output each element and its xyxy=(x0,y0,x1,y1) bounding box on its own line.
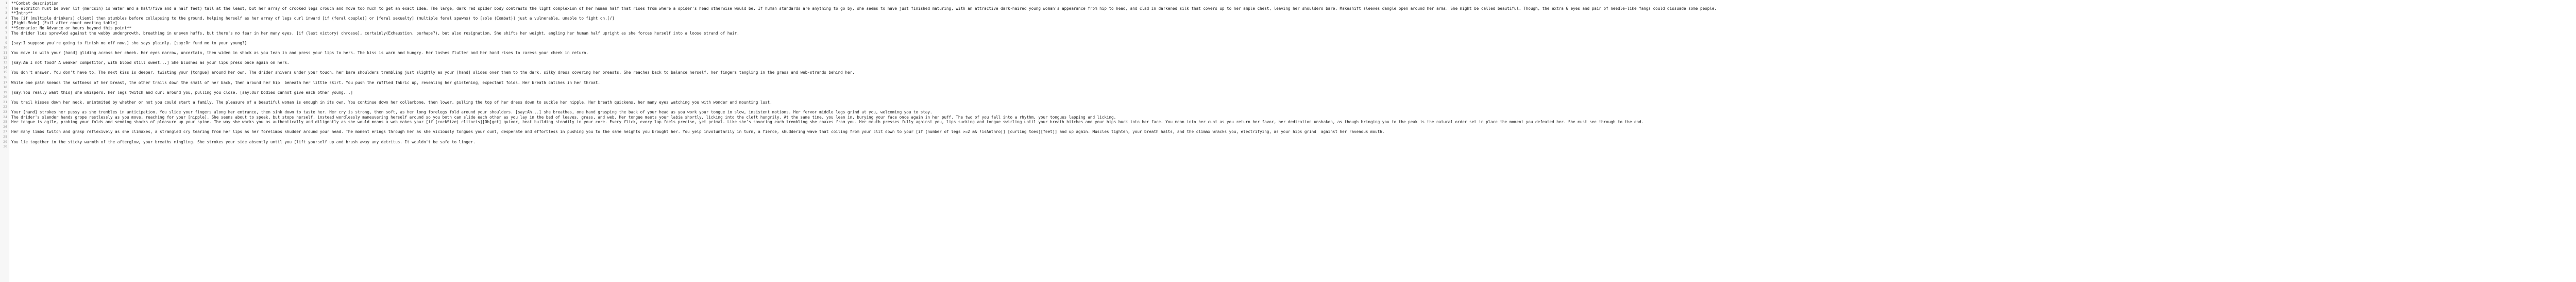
text-line: You trail kisses down her neck, unintmited by whether or not you could start a family. The pleasure of a beautiful woman is enough in its own. You continue down her collarbone, then lower, pulling the top of her dress down to suckle her nipple. Her breath quickens, her many eyes watching you with wonder and mounting lust. xyxy=(11,99,772,105)
line-number: 2 xyxy=(5,6,7,10)
text-line-empty xyxy=(11,36,2576,41)
line-number: 23 xyxy=(3,110,7,114)
line-number: 22 xyxy=(3,105,7,109)
line-number: 9 xyxy=(5,40,7,45)
text-line: Her tongue is agile, probing your folds and sending shocks of pleasure up your spine. The way she works you as authentically and diligently as she would means a web makes your [if (cockSize) clitoris][Oh]get] quiver, heat building steadily in your core. Every flick, every lap feels precise, yet primal. Like she's savoring each trembling she coaxes from you. Her mouth presses fully against you, lips sucking and tongue swirling until your breath hitches and your hips buck into her face. You moan into her cunt as you return her favor, her dedication unshaken, as though bringing you to the peak is the natural order set in place the moment you defeated her. She must see through to the end. xyxy=(11,120,1644,125)
line-number: 6 xyxy=(5,25,7,30)
text-line-tag: [Fight-Mode] [Fail after count meeting table] xyxy=(11,21,117,26)
line-number: 30 xyxy=(3,144,7,149)
text-line-heading: **Intro** xyxy=(11,11,33,16)
line-number: 10 xyxy=(3,45,7,50)
editor-text-area[interactable] xyxy=(9,0,2576,282)
text-line: You move in with your [hand] gliding across her cheek. Her eyes narrow, uncertain, then widen in shock as you lean in and press your lips to hers. The kiss is warm and hungry. Her lashes flutter and her hand rises to caress your cheek in return. xyxy=(11,50,589,55)
line-number: 3 xyxy=(5,11,7,15)
line-number: 15 xyxy=(3,70,7,75)
line-number: 26 xyxy=(3,124,7,129)
text-line-empty xyxy=(11,75,2576,80)
text-line: You lie together in the sticky warmth of the afterglow, your breaths mingling. She strokes your side absently until you [lift yourself up and brush away any detritus. It wouldn't be safe to linger. xyxy=(11,139,476,144)
line-number: 4 xyxy=(5,15,7,20)
line-number: 12 xyxy=(3,55,7,60)
line-number: 17 xyxy=(3,80,7,85)
text-line: The drider's slender hands grope restlessly as you move, reaching for your [nipple]. She seems about to speak, but stops herself, instead wordlessly maneuvering herself around so you both can slide each other as you lay in the bed of leaves, grass, and web. Her tongue meets your labia shortly, licking into the cleft hungrily. At the same time, you lean in, burying your face once again in her puff. The two of you fall into a rhythm, your tongues lapping and licking. xyxy=(11,114,1116,120)
line-number: 11 xyxy=(3,50,7,55)
line-number: 7 xyxy=(5,30,7,35)
text-line-empty xyxy=(11,105,2576,110)
text-line: The drider lies sprawled against the webby undergrowth, breathing in uneven huffs, but there's no fear in her many eyes. [if (last victory) chrosse], certainly(Exhaustion, perhaps?), but also resignation. She shifts her weight, angling her human half upright as she forces herself into a loose strand of hair. xyxy=(11,30,739,36)
line-number: 25 xyxy=(3,120,7,124)
line-number: 8 xyxy=(5,36,7,40)
text-line-empty xyxy=(11,135,2576,140)
line-number: 27 xyxy=(3,129,7,134)
text-line: [say:Am I not food? A weaker competitor, with blood still sweet...] She blushes as your lips press once again on hers. xyxy=(11,60,290,65)
line-number: 20 xyxy=(3,95,7,99)
line-number: 19 xyxy=(3,90,7,94)
line-number: 16 xyxy=(3,75,7,79)
text-line: Your [hand] strokes her pussy as she trembles in anticipation. You slide your fingers along her entrance, then sink down to taste her. Her cry is strong, then soft, as her long forelegs fold around your shoulders. [say:Ah...] she breathes, one hand grasping the back of your head as you work your tongue in slow, insistent motions. Her fervor middle legs grind at you, welcoming you to stay. xyxy=(11,110,933,115)
text-line-empty xyxy=(11,45,2576,51)
text-line: [say:I suppose you're going to finish me off now.] she says plainly. [say:Or fund me to your young?] xyxy=(11,40,247,45)
text-line: While one palm kneads the softness of her breast, the other trails down the small of her back, then around her hip beneath her little skirt. You push the ruffled fabric up, revealing her glistening, expectant folds. Her breath catches in her throat. xyxy=(11,80,600,85)
text-line: The eldritch must be over lif (mercsin) is water and a half/five and a half feet) tall at the least, but her array of crooked legs crouch and move too much to get an exact idea. The large, dark red spider body contrasts the light complexion of her human half that rises from where a spider's head otherwise would be. If human standards are anything to go by, she seems to have just finished maturing, with an attractive dark-haired young woman's appearance from hip to head, and clad in darkened silk that covers up to her ample chest, leaving her shoulders bare. Makeshift sleeves dangle open around her arms. She might be called beautiful. Though, the extra 6 eyes and pair of needle-like fangs could dissuade some people. xyxy=(11,6,1717,11)
line-number: 29 xyxy=(3,139,7,144)
text-line-heading: **Combat description xyxy=(11,1,59,6)
text-line-empty xyxy=(11,85,2576,90)
text-line-empty xyxy=(11,95,2576,100)
line-number: 5 xyxy=(5,21,7,25)
line-number-gutter xyxy=(0,0,9,282)
text-line: The [if (multiple drinkers) client] then stumbles before collapsing to the ground, helping herself as her array of legs curl inward [if (feral couple)] or [feral sexualty] (multiple feral spawns) to [sole (Combat)] just a vulnerable, unable to fight on.[/] xyxy=(11,15,615,21)
line-number: 24 xyxy=(3,114,7,119)
text-line-empty xyxy=(11,56,2576,61)
line-number: 13 xyxy=(3,60,7,65)
line-number: 14 xyxy=(3,65,7,70)
line-number: 21 xyxy=(3,99,7,104)
text-line: Her many limbs twitch and grasp reflexively as she climaxes, a strangled cry tearing from her lips as her forelimbs shudder around your head. The moment erings through her as she viciously tongues your cunt, desperate and effortless in pushing you to the same heights you brought her. You yelp involuntarily in turn, a fierce, shuddering wave that coiling from your clit down to your [if (number of legs >=2 && !isAnthro)] [curling toes][feet]] and up again. Muscles tighten, your breath halts, and the climax wracks you, electrifying, as your hips grind against her ravenous mouth. xyxy=(11,129,1385,135)
line-number: 18 xyxy=(3,85,7,90)
text-line: [say:You really want this] she whispers. Her legs twitch and curl around you, pulling you close. [say:Our bodies cannot give each other young...] xyxy=(11,90,353,95)
line-number: 1 xyxy=(5,1,7,5)
text-line-heading: **Scenario: No Advance or hours beyond this point** xyxy=(11,25,132,30)
text-line-empty xyxy=(11,125,2576,130)
text-line-empty xyxy=(11,65,2576,71)
text-line: You don't answer. You don't have to. The next kiss is deeper, twisting your [tongue] around her own. The drider shivers under your touch, her bare shoulders trembling just slightly as your [hand] slides over them to the dark, silky dress covering her breasts. She reaches back to balance herself, her fingers tangling in the grass and web-strands behind her. xyxy=(11,70,855,75)
line-number: 28 xyxy=(3,135,7,139)
